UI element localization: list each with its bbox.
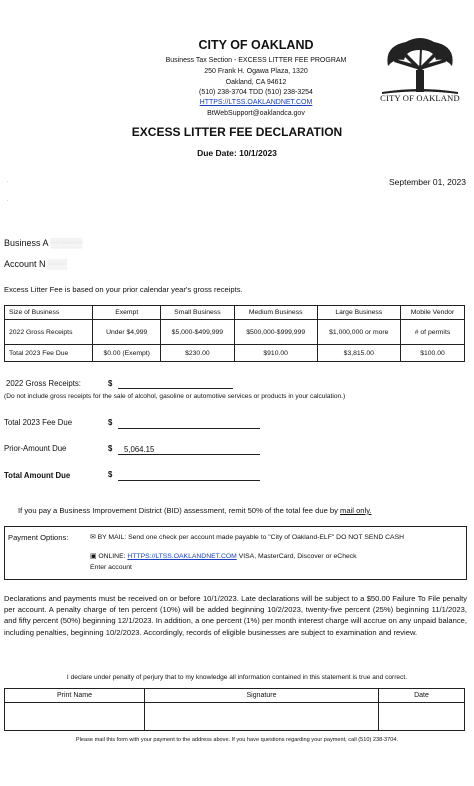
envelope-icon: ✉ (90, 534, 96, 541)
currency-symbol: $ (108, 470, 113, 479)
gross-receipts-note: (Do not include gross receipts for the sale of alcohol, gasoline or automotive services or products in your calculation.) (4, 393, 346, 400)
table-header-row (5, 306, 465, 320)
perjury-declaration: I declare under penalty of perjury that to my knowledge all information contained in this statement is true and correct. (66, 674, 408, 681)
redaction-mark: · (6, 195, 9, 205)
website-link-row (140, 98, 372, 108)
table-row (5, 345, 465, 362)
table-row (5, 703, 465, 731)
table-cell: Total 2023 Fee Due (5, 345, 93, 362)
table-cell: $100.00 (400, 345, 464, 362)
enter-account-instruction: Enter account (90, 564, 132, 571)
table-cell: $500,000-$999,999 (234, 320, 317, 345)
account-number-label: Account N ▒▒▒ (4, 259, 68, 269)
table-cell: $3,815.00 (317, 345, 400, 362)
table-cell: $230.00 (161, 345, 235, 362)
prior-amount-value: 5,064.15 (124, 445, 155, 454)
section-name: Business Tax Section - EXCESS LITTER FEE PROGRAM (165, 57, 347, 64)
table-cell: 2022 Gross Receipts (5, 320, 93, 345)
table-header-row (5, 689, 465, 703)
gross-receipts-label: 2022 Gross Receipts: (6, 379, 81, 388)
city-state-zip: Oakland, CA 94612 (225, 79, 287, 86)
phone-numbers: (510) 238-3704 TDD (510) 238-3254 (199, 89, 313, 96)
pay-online-option: ▣ ONLINE: HTTPS://LTSS.OAKLANDNET.COM VISA, MasterCard, Discover or eCheck (90, 553, 357, 560)
fee-schedule-table (4, 305, 465, 362)
fee-basis-note: Excess Litter Fee is based on your prior calendar year's gross receipts. (4, 285, 243, 294)
prior-amount-label: Prior-Amount Due (4, 444, 67, 453)
pay-by-mail-option: ✉ BY MAIL: Send one check per account made payable to "City of Oakland-ELF" DO NOT SEND CASH (90, 534, 405, 541)
bid-note: If you pay a Business Improvement District (BID) assessment, remit 50% of the total fee due by mail only. (18, 506, 372, 515)
currency-symbol: $ (108, 418, 113, 427)
signature-header: Signature (145, 689, 379, 703)
redaction-mark: · (6, 176, 9, 186)
letter-date: September 01, 2023 (388, 177, 466, 187)
table-header-cell: Mobile Vendor (400, 306, 464, 320)
mailing-instructions: Please mail this form with your payment to the address above. If you have questions regarding your payment, call (510) 238-3704. (75, 737, 399, 743)
due-date: Due Date: 10/1/2023 (197, 148, 277, 158)
gross-receipts-field[interactable] (118, 388, 233, 389)
online-payment-link[interactable]: HTTPS://LTSS.OAKLANDNET.COM (127, 553, 237, 560)
table-cell: $0.00 (Exempt) (93, 345, 161, 362)
table-header-cell: Size of Business (5, 306, 93, 320)
table-cell: $1,000,000 or more (317, 320, 400, 345)
agency-name: CITY OF OAKLAND (198, 38, 314, 52)
payment-options-label: Payment Options: (8, 533, 69, 542)
mail-only-text: mail only. (340, 506, 372, 515)
print-name-field[interactable] (5, 703, 145, 731)
table-header-cell: Medium Business (234, 306, 317, 320)
support-email: BtWebSupport@oaklandca.gov (207, 110, 305, 117)
signature-table (4, 688, 465, 731)
total-amount-label: Total Amount Due (4, 471, 71, 480)
currency-symbol: $ (108, 379, 113, 388)
currency-symbol: $ (108, 444, 113, 453)
logo-wordmark: CITY OF OAKLAND (380, 93, 460, 103)
date-header: Date (379, 689, 465, 703)
penalty-paragraph: Declarations and payments must be received on or before 10/1/2023. Late declarations will be subject to a $50.00 Failure To File penalty per account. A penalty charge of ten percent (10%) will be added beginning 10/2/2023, twenty-five percent (25%) beginning 11/1/2023, and fifty percent (50%) beginning 12/1/2023. In addition, a one percent (1%) per month interest charge will accrue on any unpaid balance, including penalties, beginning 10/2/2023. Accordingly, records of eligible businesses are subject to examination and review. (4, 594, 467, 637)
table-cell: # of permits (400, 320, 464, 345)
table-header-cell: Small Business (161, 306, 235, 320)
table-header-cell: Large Business (317, 306, 400, 320)
signature-field[interactable] (145, 703, 379, 731)
prior-amount-field[interactable] (118, 454, 260, 455)
street-address: 250 Frank H. Ogawa Plaza, 1320 (204, 68, 308, 75)
fee-due-label: Total 2023 Fee Due (4, 418, 73, 427)
table-cell: $5,000-$499,999 (161, 320, 235, 345)
table-cell: Under $4,999 (93, 320, 161, 345)
fee-due-field[interactable] (118, 428, 260, 429)
date-field[interactable] (379, 703, 465, 731)
table-row (5, 320, 465, 345)
website-link[interactable]: HTTPS://LTSS.OAKLANDNET.COM (199, 99, 313, 106)
form-title: EXCESS LITTER FEE DECLARATION (131, 125, 343, 139)
print-name-header: Print Name (5, 689, 145, 703)
computer-icon: ▣ (90, 553, 97, 560)
table-cell: $910.00 (234, 345, 317, 362)
business-address-label: Business A ▒▒▒▒▒ (4, 238, 83, 248)
table-header-cell: Exempt (93, 306, 161, 320)
total-amount-field[interactable] (118, 480, 260, 481)
